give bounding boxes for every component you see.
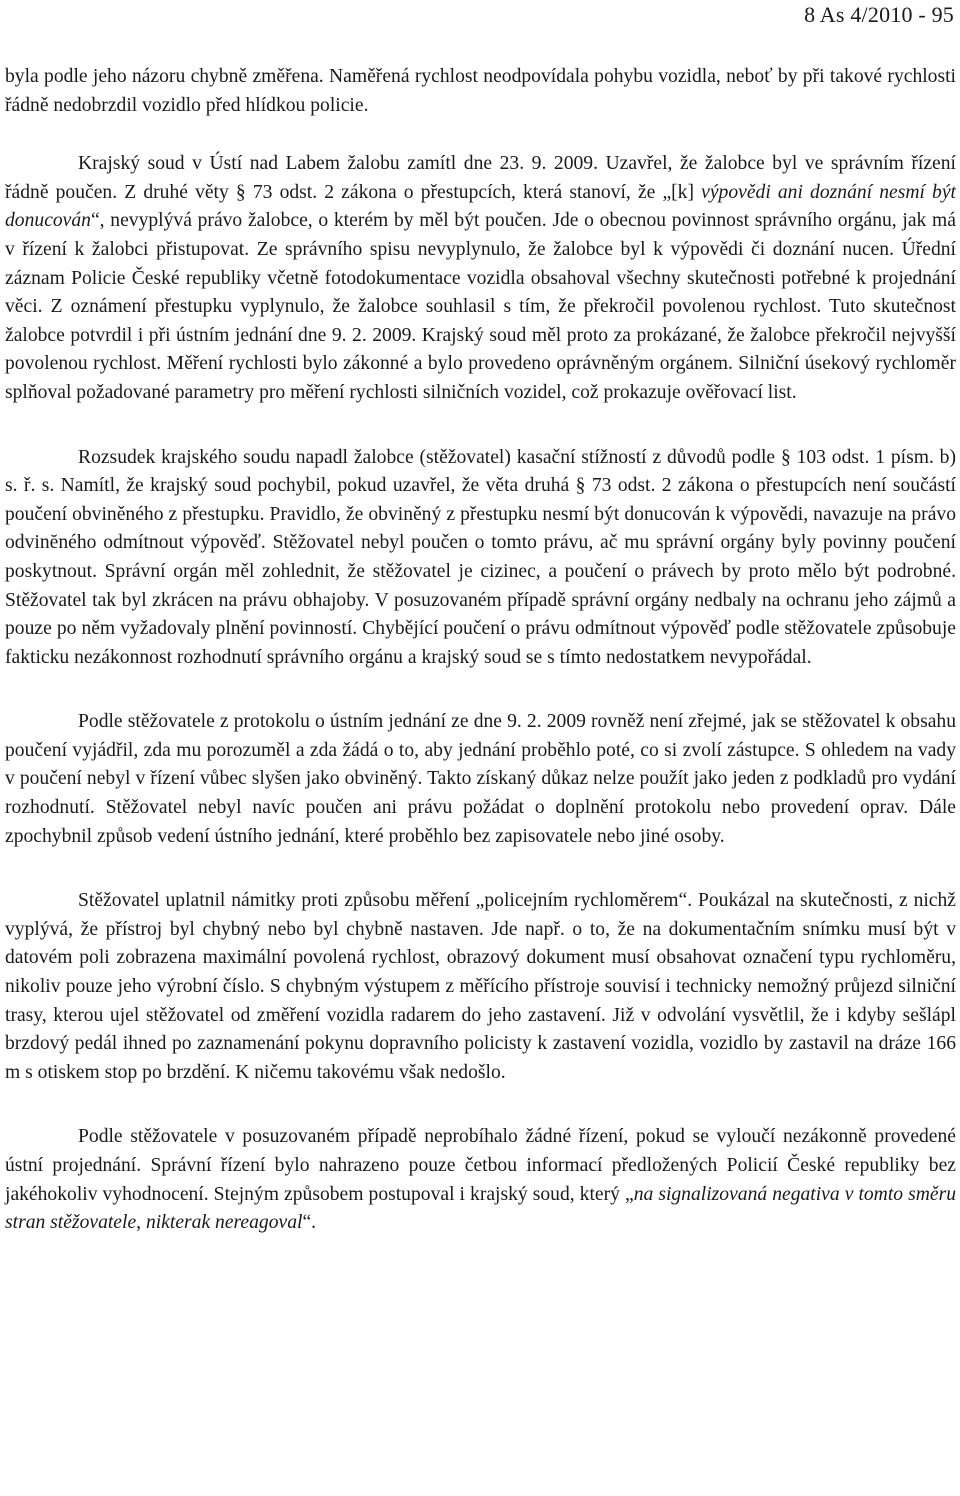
paragraph-6 <box>5 1123 956 1237</box>
paragraph-6-quote: na signalizovaná negativa v tomto směru stran stěžovatele, nikterak nereagoval <box>5 1183 957 1234</box>
paragraph-2-text-before: Krajský soud v Ústí nad Labem žalobu zamítl dne 23. 9. 2009. Uzavřel, že žalobce byl ve správním řízení řádně poučen. Z druhé věty § 73 odst. 2 zákona o přestupcích, která stanoví, že „[k] <box>5 153 956 203</box>
case-reference: 8 As 4/2010 - 95 <box>804 2 954 27</box>
document-body <box>5 63 956 1274</box>
paragraph-2-text-after: “, nevyplývá právo žalobce, o kterém by měl být poučen. Jde o obecnou povinnost správního orgánu, jak má v řízení k žalobci přistupovat. Ze správního spisu nevyplynulo, že žalobce byl k výpovědi či doznání nucen. Úřední záznam Policie České republiky včetně fotodokumentace vozidla obsahoval všechny skutečnosti potřebné k projednání věci. Z oznámení přestupku vyplynulo, že žalobce souhlasil s tím, že překročil povolenou rychlost. Tuto skutečnost žalobce potvrdil i při ústním jednání dne 9. 2. 2009. Krajský soud měl proto za prokázané, že žalobce překročil nejvyšší povolenou rychlost. Měření rychlosti bylo zákonné a bylo provedeno oprávněným orgánem. Silniční úsekový rychloměr splňoval požadované parametry pro měření rychlosti silničních vozidel, což prokazuje ověřovací list. <box>5 210 956 403</box>
paragraph-5: Stěžovatel uplatnil námitky proti způsobu měření „policejním rychloměrem“. Poukázal na skutečnosti, z nichž vyplývá, že přístroj byl chybný nebo byl chybně nastaven. Jde např. o to, že na dokumentačním snímku musí být v datovém poli zobrazena maximální povolená rychlost, obrazový dokument musí obsahovat označení typu rychloměru, nikoliv pouze jeho výrobní číslo. S chybným výstupem z měřícího přístroje souvisí i technicky nemožný průjezd silniční trasy, kterou ujel stěžovatel od změření vozidla radarem do jeho zastavení. Již v odvolání vysvětlil, že i kdyby sešlápl brzdový pedál ihned po zaznamenání pokynu dopravního policisty k zastavení vozidla, vozidlo by zastavil na dráze 166 m s otiskem stop po brzdění. K ničemu takovému však nedošlo. <box>5 890 956 1083</box>
paragraph-4: Podle stěžovatele z protokolu o ústním jednání ze dne 9. 2. 2009 rovněž není zřejmé, jak se stěžovatel k obsahu poučení vyjádřil, zda mu porozuměl a zda žádá o to, aby jednání proběhlo poté, co si zvolí zástupce. S ohledem na vady v poučení nebyl v řízení vůbec slyšen jako obviněný. Takto získaný důkaz nelze použít jako jeden z podkladů pro vydání rozhodnutí. Stěžovatel nebyl navíc poučen ani právu požádat o doplnění protokolu nebo provedení oprav. Dále zpochybnil způsob vedení ústního jednání, které proběhlo bez zapisovatele nebo jiné osoby. <box>5 711 956 847</box>
paragraph-6-text-before: Podle stěžovatele v posuzovaném případě neprobíhalo žádné řízení, pokud se vyloučí nezákonně provedené ústní projednání. Správní řízení bylo nahrazeno pouze četbou informací předložených Policií České republiky bez jakéhokoliv vyhodnocení. Stejným způsobem postupoval i krajský soud, který „ <box>5 1126 956 1205</box>
paragraph-2 <box>5 150 956 407</box>
paragraph-2-quote: výpovědi ani doznání nesmí být donucován <box>5 181 956 232</box>
paragraph-3: Rozsudek krajského soudu napadl žalobce (stěžovatel) kasační stížností z důvodů podle § 103 odst. 1 písm. b) s. ř. s. Namítl, že krajský soud pochybil, pokud uzavřel, že věta druhá § 73 odst. 2 zákona o přestupcích není součástí poučení obviněného z přestupku. Pravidlo, že obviněný z přestupku nesmí být donucován k výpovědi, navazuje na právo odvinĕného odmítnout výpověď. Stěžovatel nebyl poučen o tomto právu, ač mu správní orgány byly povinny poučení poskytnout. Správní orgán měl zohlednit, že stěžovatel je cizinec, a poučení o právech by proto mělo být podrobné. Stěžovatel tak byl zkrácen na právu obhajoby. V posuzovaném případě správní orgány nedbaly na ochranu jeho zájmů a pouze po něm vyžadovaly plnění povinností. Chybějící poučení o právu odmítnout výpověď podle stěžovatele způsobuje fakticku nezákonnost rozhodnutí správního orgánu a krajský soud se s tímto nedostatkem nevypořádal. <box>5 446 956 668</box>
paragraph-6-text-after: “. <box>302 1212 317 1234</box>
paragraph-1: byla podle jeho názoru chybně změřena. Naměřená rychlost neodpovídala pohybu vozidla, neboť by při takové rychlosti řádně nedobrzdil vozidlo před hlídkou policie. <box>5 66 956 116</box>
